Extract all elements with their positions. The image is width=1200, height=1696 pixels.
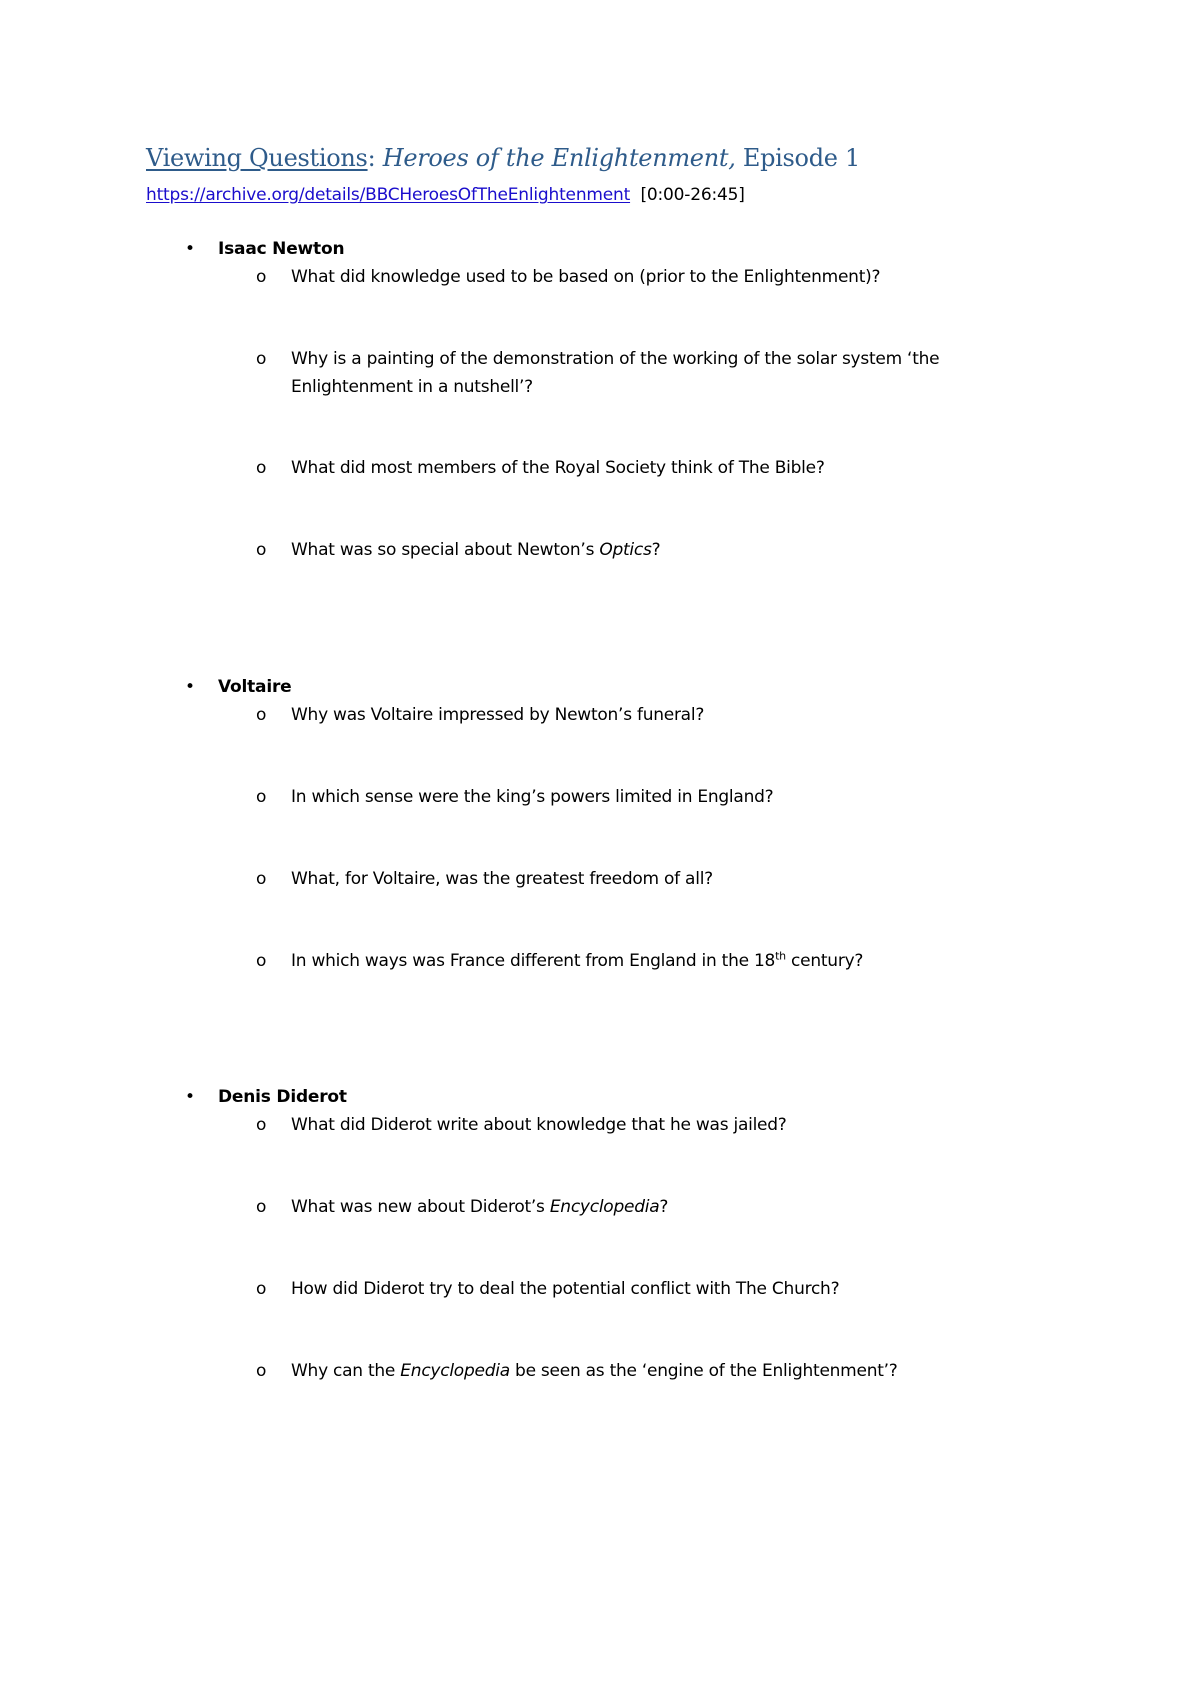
question-item bbox=[256, 865, 1016, 893]
question-italic-title: Optics bbox=[599, 540, 652, 560]
question-item bbox=[256, 536, 1016, 564]
question-italic-title: Encyclopedia bbox=[549, 1197, 660, 1217]
question-item bbox=[256, 947, 1016, 975]
question-text-part: ? bbox=[651, 540, 661, 560]
source-link[interactable]: https://archive.org/details/BBCHeroesOfTheEnlightenment bbox=[146, 185, 631, 205]
question-text bbox=[291, 536, 1016, 564]
question-text bbox=[291, 947, 1016, 975]
sub-bullet-icon: o bbox=[256, 540, 267, 560]
title-episode: Episode 1 bbox=[735, 144, 860, 172]
question-item bbox=[256, 701, 1016, 729]
question-item bbox=[256, 263, 1016, 291]
question-text: Why is a painting of the demonstration of the working of the solar system ‘the Enlightenment in a nutshell’? bbox=[291, 349, 940, 397]
timecode: [0:00-26:45] bbox=[640, 185, 745, 205]
question-text-part: What was so special about Newton’s bbox=[291, 540, 600, 560]
bullet-icon: • bbox=[185, 1087, 195, 1107]
page-title bbox=[146, 144, 860, 172]
question-text-part: What was new about Diderot’s bbox=[291, 1197, 550, 1217]
sub-bullet-icon: o bbox=[256, 349, 267, 369]
question-text-part: ? bbox=[659, 1197, 669, 1217]
sub-bullet-icon: o bbox=[256, 705, 267, 725]
question-text: What did knowledge used to be based on (prior to the Enlightenment)? bbox=[291, 267, 881, 287]
sub-bullet-icon: o bbox=[256, 1197, 267, 1217]
question-text: In which sense were the king’s powers limited in England? bbox=[291, 787, 774, 807]
question-item bbox=[256, 1275, 1016, 1303]
question-text bbox=[291, 1357, 1016, 1385]
question-text: How did Diderot try to deal the potential conflict with The Church? bbox=[291, 1279, 840, 1299]
question-text-part: In which ways was France different from England in the 18 bbox=[291, 951, 776, 971]
question-item bbox=[256, 454, 1016, 482]
bullet-icon: • bbox=[185, 239, 195, 259]
ordinal-superscript: th bbox=[775, 949, 786, 963]
sub-bullet-icon: o bbox=[256, 1279, 267, 1299]
question-text: What, for Voltaire, was the greatest freedom of all? bbox=[291, 869, 713, 889]
question-text: What did Diderot write about knowledge that he was jailed? bbox=[291, 1115, 787, 1135]
question-item bbox=[256, 1111, 1016, 1139]
source-line bbox=[146, 185, 745, 205]
bullet-icon: • bbox=[185, 677, 195, 697]
title-italic: Heroes of the Enlightenment, bbox=[382, 144, 736, 172]
sub-bullet-icon: o bbox=[256, 458, 267, 478]
sub-bullet-icon: o bbox=[256, 1115, 267, 1135]
section-heading-label: Denis Diderot bbox=[218, 1087, 347, 1107]
section-heading-label: Isaac Newton bbox=[218, 239, 345, 259]
question-text-part: Why can the bbox=[291, 1361, 401, 1381]
sub-bullet-icon: o bbox=[256, 787, 267, 807]
sub-bullet-icon: o bbox=[256, 951, 267, 971]
sub-bullet-icon: o bbox=[256, 267, 267, 287]
question-text bbox=[291, 1193, 1016, 1221]
title-colon: : bbox=[367, 144, 376, 172]
section-heading-label: Voltaire bbox=[218, 677, 292, 697]
question-italic-title: Encyclopedia bbox=[400, 1361, 510, 1381]
question-text: Why was Voltaire impressed by Newton’s funeral? bbox=[291, 705, 705, 725]
question-item bbox=[256, 1193, 1016, 1221]
question-item bbox=[256, 783, 1016, 811]
title-underlined: Viewing Questions bbox=[146, 144, 368, 172]
sub-bullet-icon: o bbox=[256, 1361, 267, 1381]
question-item bbox=[256, 345, 1016, 401]
sub-bullet-icon: o bbox=[256, 869, 267, 889]
question-item bbox=[256, 1357, 1016, 1385]
question-text-part: be seen as the ‘engine of the Enlightenment’? bbox=[509, 1361, 898, 1381]
question-text-part: century? bbox=[785, 951, 864, 971]
question-text: What did most members of the Royal Society think of The Bible? bbox=[291, 458, 825, 478]
